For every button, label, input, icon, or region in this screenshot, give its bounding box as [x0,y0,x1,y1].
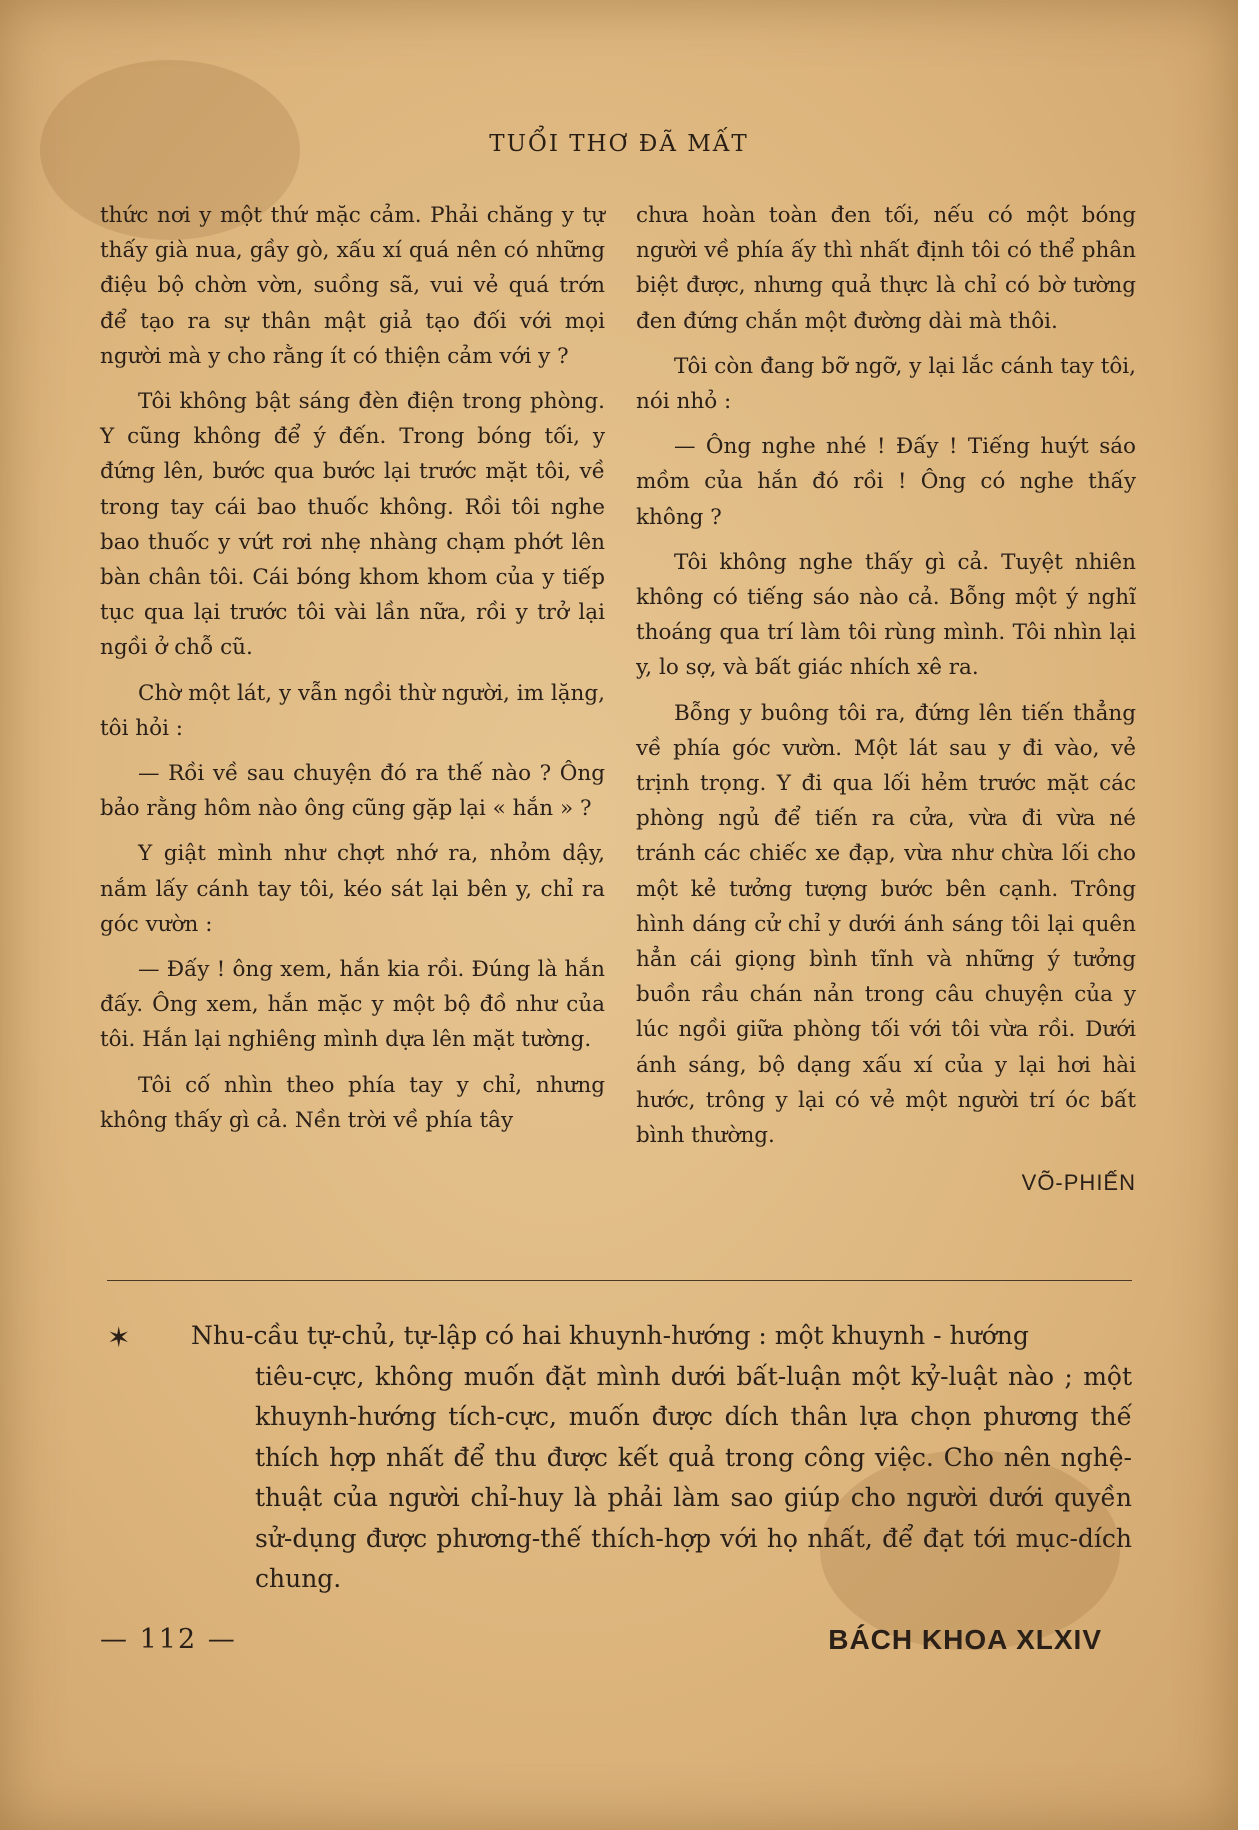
scan-margin [1238,0,1259,1830]
footnote-first-line: Nhu-cầu tự-chủ, tự-lập có hai khuynh-hướng : một khuynh - hướng [191,1321,1029,1350]
footnote-box [107,1316,1132,1600]
paragraph: Tôi không bật sáng đèn điện trong phòng. Y cũng không để ý đến. Trong bóng tối, y đứng lên, bước qua bước lại trước mặt tôi, về trong tay cái bao thuốc không. Rồi tôi nghe bao thuốc y vứt rơi nhẹ nhàng chạm phớt lên bàn chân tôi. Cái bóng khom khom của y tiếp tục qua lại trước tôi vài lần nữa, rồi y trở lại ngồi ở chỗ cũ. [100,389,605,661]
paragraph: Bỗng y buông tôi ra, đứng lên tiến thẳng về phía góc vườn. Một lát sau y đi vào, vẻ trịnh trọng. Y đi qua lối hẻm trước mặt các phòng ngủ để tiến ra cửa, vừa đi vừa né tránh các chiếc xe đạp, vừa như chừa lối cho một kẻ tưởng tượng bước bên cạnh. Trông hình dáng cử chỉ y dưới ánh sáng tôi lại quên hẳn cái giọng bình tĩnh và những ý tưởng buồn rầu chán nản trong câu chuyện của y lúc ngồi giữa phòng tối với tôi vừa rồi. Dưới ánh sáng, bộ dạng xấu xí của y lại hơi hài hước, trông y lại có vẻ một người trí óc bất bình thường. [636,700,1136,1149]
dialogue-paragraph: — Đấy ! ông xem, hắn kia rồi. Đúng là hắn đấy. Ông xem, hắn mặc y một bộ đồ như của tôi. Hắn lại nghiêng mình dựa lên mặt tường. [100,957,605,1053]
dialogue-paragraph: — Rồi về sau chuyện đó ra thế nào ? Ông bảo rằng hôm nào ông cũng gặp lại « hắn » ? [100,761,605,822]
author-signature: VÕ-PHIẾN [1021,1170,1136,1196]
section-divider [107,1280,1132,1281]
running-title: TUỔI THƠ ĐÃ MẤT [489,131,749,157]
paragraph: thức nơi y một thứ mặc cảm. Phải chăng y tự thấy già nua, gầy gò, xấu xí quá nên có những điệu bộ chờn vờn, suồng sã, vui vẻ quá trớn để tạo ra sự thân mật giả tạo đối với mọi người mà y cho rằng ít có thiện cảm với y ? [100,203,605,369]
asterisk-icon: ✶ [107,1321,131,1354]
paragraph: Y giật mình như chợt nhớ ra, nhỏm dậy, nắm lấy cánh tay tôi, kéo sát lại bên y, chỉ ra góc vườn : [100,841,605,937]
footnote-body: tiêu-cực, không muốn đặt mình dưới bất-luận một kỷ-luật nào ; một khuynh-hướng tích-cực, muốn được dích thân lựa chọn phương thế thích hợp nhất để thu được kết quả trong công việc. Cho nên nghệ-thuật của người chỉ-huy là phải làm sao giúp cho người dưới quyền sử-dụng được phương-thế thích-hợp với họ nhất, để đạt tới mục-dích chung. [255,1361,1132,1593]
paragraph: Tôi không nghe thấy gì cả. Tuyệt nhiên không có tiếng sáo nào cả. Bỗng một ý nghĩ thoáng qua trí làm tôi rùng mình. Tôi nhìn lại y, lo sợ, và bất giác nhích xê ra. [636,549,1136,681]
paragraph: Tôi cố nhìn theo phía tay y chỉ, nhưng không thấy gì cả. Nền trời về phía tây [100,1072,605,1133]
left-column [100,198,605,1148]
paragraph: chưa hoàn toàn đen tối, nếu có một bóng người về phía ấy thì nhất định tôi có thể phân biệt được, nhưng quả thực là chỉ có bờ tường đen đứng chắn một đường dài mà thôi. [636,203,1136,334]
right-column [636,198,1136,1200]
dialogue-paragraph: — Ông nghe nhé ! Đấy ! Tiếng huýt sáo mồm của hắn đó rồi ! Ông có nghe thấy không ? [636,434,1136,530]
paragraph: Tôi còn đang bỡ ngỡ, y lại lắc cánh tay tôi, nói nhỏ : [636,353,1136,415]
paragraph: Chờ một lát, y vẫn ngồi thừ người, im lặng, tôi hỏi : [100,680,605,741]
page-number: — 112 — [100,1624,237,1655]
publication-name: BÁCH KHOA XLXIV [828,1624,1102,1655]
